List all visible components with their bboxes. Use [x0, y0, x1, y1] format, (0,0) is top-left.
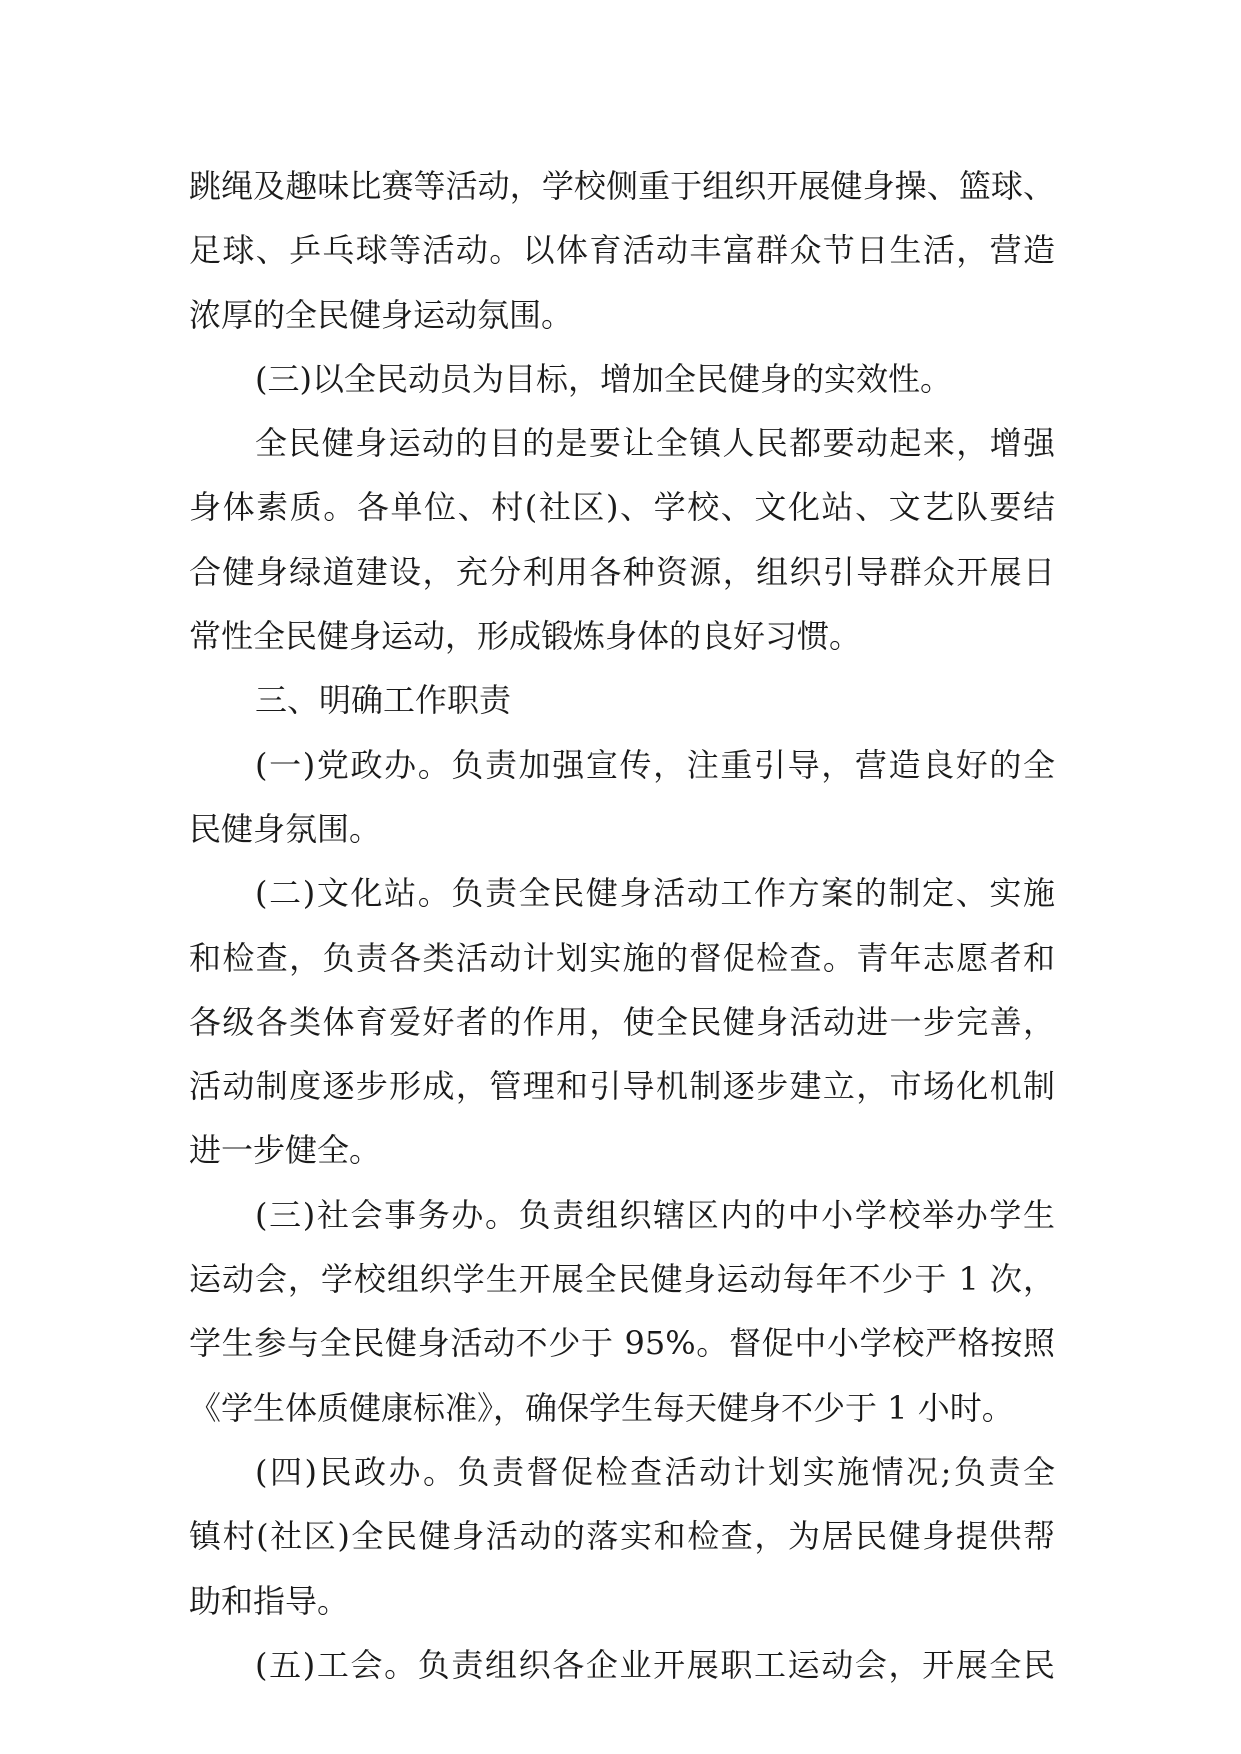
- text-line: 合健身绿道建设，充分利用各种资源，组织引导群众开展日: [189, 552, 1055, 591]
- text-line: 跳绳及趣味比赛等活动，学校侧重于组织开展健身操、篮球、: [189, 167, 1055, 205]
- section-heading: (三)以全民动员为目标，增加全民健身的实效性。: [255, 359, 952, 398]
- text-line: 浓厚的全民健身运动氛围。: [189, 295, 574, 334]
- text-line: 足球、乒乓球等活动。以体育活动丰富群众节日生活，营造: [189, 231, 1055, 270]
- text-line: 助和指导。: [189, 1581, 350, 1620]
- text-line: 《学生体质健康标准》，确保学生每天健身不少于 1 小时。: [189, 1388, 1014, 1427]
- paragraph-start: (一)党政办。负责加强宣传，注重引导，营造良好的全: [255, 745, 1055, 784]
- text-line: 身体素质。各单位、村(社区)、学校、文化站、文艺队要结: [189, 488, 1055, 527]
- text-line: 和检查，负责各类活动计划实施的督促检查。青年志愿者和: [189, 938, 1055, 977]
- text-line: 活动制度逐步形成，管理和引导机制逐步建立，市场化机制: [189, 1067, 1055, 1106]
- chapter-heading: 三、明确工作职责: [255, 681, 512, 720]
- text-line: 各级各类体育爱好者的作用，使全民健身活动进一步完善，: [189, 1002, 1055, 1041]
- text-line: 常性全民健身运动，形成锻炼身体的良好习惯。: [189, 617, 862, 656]
- paragraph-start: (二)文化站。负责全民健身活动工作方案的制定、实施: [255, 874, 1055, 913]
- text-line: 镇村(社区)全民健身活动的落实和检查，为居民健身提供帮: [189, 1517, 1055, 1556]
- text-line: 民健身氛围。: [189, 809, 382, 848]
- paragraph-start: (四)民政办。负责督促检查活动计划实施情况;负责全: [255, 1452, 1055, 1491]
- text-line: 运动会，学校组织学生开展全民健身运动每年不少于 1 次，: [189, 1260, 1055, 1299]
- paragraph-start: (三)社会事务办。负责组织辖区内的中小学校举办学生: [255, 1195, 1055, 1234]
- document-body: [189, 154, 1055, 1697]
- text-line: 进一步健全。: [189, 1131, 382, 1170]
- paragraph-start: 全民健身运动的目的是要让全镇人民都要动起来，增强: [255, 424, 1055, 463]
- text-line: 学生参与全民健身活动不少于 95%。督促中小学校严格按照: [189, 1324, 1055, 1363]
- paragraph-start: (五)工会。负责组织各企业开展职工运动会，开展全民: [255, 1645, 1055, 1684]
